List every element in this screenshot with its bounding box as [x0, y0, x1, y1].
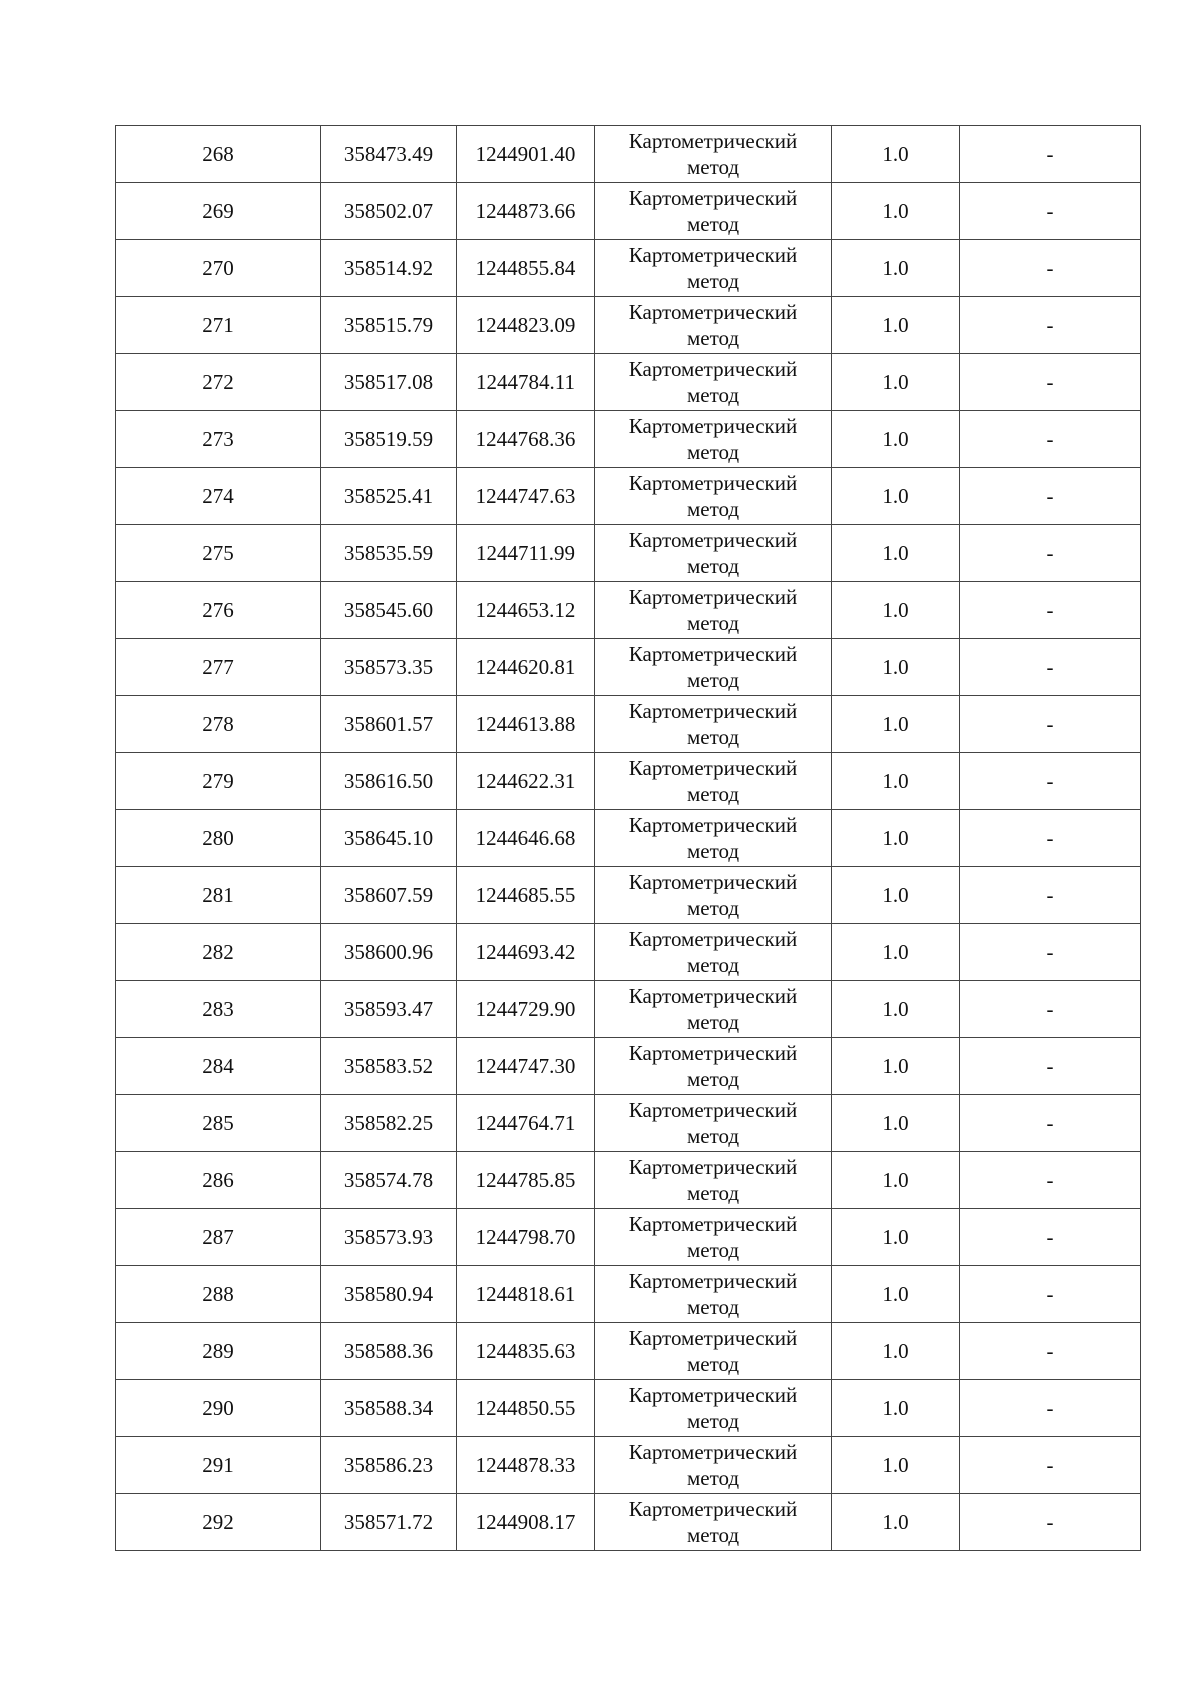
method-text: Картометрический: [628, 299, 798, 324]
method-text: метод: [686, 212, 740, 236]
method-cell: [595, 1209, 832, 1266]
table-row: [116, 525, 1141, 582]
table-row: [116, 810, 1141, 867]
x-coordinate-cell: 358571.72: [321, 1494, 457, 1551]
x-coordinate-cell: 358519.59: [321, 411, 457, 468]
table-row: [116, 1380, 1141, 1437]
precision-cell: 1.0: [832, 810, 960, 867]
method-text: метод: [686, 269, 740, 293]
method-cell: [595, 753, 832, 810]
method-text: метод: [686, 440, 740, 464]
y-coordinate-cell: 1244622.31: [457, 753, 595, 810]
x-coordinate-cell: 358601.57: [321, 696, 457, 753]
method-text: метод: [686, 725, 740, 749]
method-text: метод: [686, 1466, 740, 1490]
method-text: метод: [686, 668, 740, 692]
point-number-cell: 279: [116, 753, 321, 810]
precision-cell: 1.0: [832, 126, 960, 183]
x-coordinate-cell: 358588.36: [321, 1323, 457, 1380]
note-cell: -: [960, 1494, 1141, 1551]
method-text: метод: [686, 554, 740, 578]
note-cell: -: [960, 1323, 1141, 1380]
point-number-cell: 285: [116, 1095, 321, 1152]
y-coordinate-cell: 1244646.68: [457, 810, 595, 867]
method-text: метод: [686, 1067, 740, 1091]
precision-cell: 1.0: [832, 183, 960, 240]
method-text: Картометрический: [628, 413, 798, 438]
y-coordinate-cell: 1244785.85: [457, 1152, 595, 1209]
method-text: метод: [686, 611, 740, 635]
x-coordinate-cell: 358645.10: [321, 810, 457, 867]
method-cell: [595, 525, 832, 582]
table-row: [116, 1038, 1141, 1095]
precision-cell: 1.0: [832, 297, 960, 354]
x-coordinate-cell: 358525.41: [321, 468, 457, 525]
point-number-cell: 270: [116, 240, 321, 297]
method-text: метод: [686, 1409, 740, 1433]
table-row: [116, 468, 1141, 525]
y-coordinate-cell: 1244747.63: [457, 468, 595, 525]
method-text: Картометрический: [628, 1325, 798, 1350]
precision-cell: 1.0: [832, 468, 960, 525]
precision-cell: 1.0: [832, 525, 960, 582]
table-row: [116, 1209, 1141, 1266]
method-cell: [595, 468, 832, 525]
note-cell: -: [960, 1152, 1141, 1209]
method-text: метод: [686, 1010, 740, 1034]
note-cell: -: [960, 126, 1141, 183]
method-cell: [595, 639, 832, 696]
point-number-cell: 275: [116, 525, 321, 582]
y-coordinate-cell: 1244685.55: [457, 867, 595, 924]
note-cell: -: [960, 981, 1141, 1038]
table-row: [116, 297, 1141, 354]
table-row: [116, 126, 1141, 183]
note-cell: -: [960, 1209, 1141, 1266]
note-cell: -: [960, 297, 1141, 354]
x-coordinate-cell: 358580.94: [321, 1266, 457, 1323]
method-cell: [595, 582, 832, 639]
precision-cell: 1.0: [832, 753, 960, 810]
point-number-cell: 268: [116, 126, 321, 183]
note-cell: -: [960, 810, 1141, 867]
y-coordinate-cell: 1244798.70: [457, 1209, 595, 1266]
precision-cell: 1.0: [832, 240, 960, 297]
method-text: метод: [686, 782, 740, 806]
point-number-cell: 291: [116, 1437, 321, 1494]
method-text: Картометрический: [628, 869, 798, 894]
method-cell: [595, 981, 832, 1038]
y-coordinate-cell: 1244729.90: [457, 981, 595, 1038]
method-cell: [595, 1323, 832, 1380]
y-coordinate-cell: 1244768.36: [457, 411, 595, 468]
precision-cell: 1.0: [832, 867, 960, 924]
method-cell: [595, 183, 832, 240]
y-coordinate-cell: 1244620.81: [457, 639, 595, 696]
method-text: метод: [686, 953, 740, 977]
method-text: Картометрический: [628, 926, 798, 951]
y-coordinate-cell: 1244711.99: [457, 525, 595, 582]
note-cell: -: [960, 525, 1141, 582]
method-text: Картометрический: [628, 755, 798, 780]
point-number-cell: 283: [116, 981, 321, 1038]
table-row: [116, 1266, 1141, 1323]
table-row: [116, 1323, 1141, 1380]
method-cell: [595, 297, 832, 354]
precision-cell: 1.0: [832, 1494, 960, 1551]
point-number-cell: 271: [116, 297, 321, 354]
method-cell: [595, 1152, 832, 1209]
method-cell: [595, 924, 832, 981]
precision-cell: 1.0: [832, 1266, 960, 1323]
precision-cell: 1.0: [832, 1152, 960, 1209]
x-coordinate-cell: 358502.07: [321, 183, 457, 240]
method-cell: [595, 1266, 832, 1323]
table-row: [116, 1152, 1141, 1209]
note-cell: -: [960, 1038, 1141, 1095]
point-number-cell: 292: [116, 1494, 321, 1551]
y-coordinate-cell: 1244835.63: [457, 1323, 595, 1380]
point-number-cell: 282: [116, 924, 321, 981]
table-row: [116, 639, 1141, 696]
method-text: метод: [686, 1124, 740, 1148]
y-coordinate-cell: 1244747.30: [457, 1038, 595, 1095]
note-cell: -: [960, 354, 1141, 411]
x-coordinate-cell: 358588.34: [321, 1380, 457, 1437]
point-number-cell: 277: [116, 639, 321, 696]
table-row: [116, 867, 1141, 924]
note-cell: -: [960, 639, 1141, 696]
x-coordinate-cell: 358616.50: [321, 753, 457, 810]
precision-cell: 1.0: [832, 924, 960, 981]
table-row: [116, 1494, 1141, 1551]
method-cell: [595, 126, 832, 183]
point-number-cell: 290: [116, 1380, 321, 1437]
point-number-cell: 278: [116, 696, 321, 753]
y-coordinate-cell: 1244850.55: [457, 1380, 595, 1437]
y-coordinate-cell: 1244908.17: [457, 1494, 595, 1551]
precision-cell: 1.0: [832, 411, 960, 468]
point-number-cell: 286: [116, 1152, 321, 1209]
x-coordinate-cell: 358515.79: [321, 297, 457, 354]
point-number-cell: 273: [116, 411, 321, 468]
y-coordinate-cell: 1244818.61: [457, 1266, 595, 1323]
method-text: метод: [686, 1181, 740, 1205]
x-coordinate-cell: 358600.96: [321, 924, 457, 981]
y-coordinate-cell: 1244613.88: [457, 696, 595, 753]
table-row: [116, 1437, 1141, 1494]
note-cell: -: [960, 468, 1141, 525]
method-cell: [595, 1437, 832, 1494]
precision-cell: 1.0: [832, 1437, 960, 1494]
note-cell: -: [960, 1266, 1141, 1323]
x-coordinate-cell: 358586.23: [321, 1437, 457, 1494]
method-text: Картометрический: [628, 1382, 798, 1407]
method-text: Картометрический: [628, 812, 798, 837]
x-coordinate-cell: 358473.49: [321, 126, 457, 183]
note-cell: -: [960, 753, 1141, 810]
method-text: Картометрический: [628, 527, 798, 552]
method-text: метод: [686, 896, 740, 920]
precision-cell: 1.0: [832, 582, 960, 639]
x-coordinate-cell: 358573.35: [321, 639, 457, 696]
note-cell: -: [960, 240, 1141, 297]
method-text: Картометрический: [628, 470, 798, 495]
method-text: Картометрический: [628, 698, 798, 723]
point-number-cell: 289: [116, 1323, 321, 1380]
point-number-cell: 287: [116, 1209, 321, 1266]
note-cell: -: [960, 582, 1141, 639]
precision-cell: 1.0: [832, 639, 960, 696]
method-text: Картометрический: [628, 584, 798, 609]
method-cell: [595, 1494, 832, 1551]
table-row: [116, 240, 1141, 297]
precision-cell: 1.0: [832, 981, 960, 1038]
y-coordinate-cell: 1244878.33: [457, 1437, 595, 1494]
x-coordinate-cell: 358593.47: [321, 981, 457, 1038]
y-coordinate-cell: 1244764.71: [457, 1095, 595, 1152]
x-coordinate-cell: 358517.08: [321, 354, 457, 411]
note-cell: -: [960, 1380, 1141, 1437]
x-coordinate-cell: 358573.93: [321, 1209, 457, 1266]
coordinates-table: [115, 125, 1141, 1551]
precision-cell: 1.0: [832, 1323, 960, 1380]
method-text: метод: [686, 1238, 740, 1262]
method-text: Картометрический: [628, 185, 798, 210]
method-text: метод: [686, 155, 740, 179]
method-text: метод: [686, 1352, 740, 1376]
method-text: Картометрический: [628, 1097, 798, 1122]
point-number-cell: 288: [116, 1266, 321, 1323]
table-row: [116, 924, 1141, 981]
method-text: Картометрический: [628, 1496, 798, 1521]
point-number-cell: 269: [116, 183, 321, 240]
method-cell: [595, 1095, 832, 1152]
method-text: метод: [686, 1523, 740, 1547]
table-row: [116, 753, 1141, 810]
precision-cell: 1.0: [832, 354, 960, 411]
method-cell: [595, 696, 832, 753]
method-text: Картометрический: [628, 1211, 798, 1236]
method-text: Картометрический: [628, 1439, 798, 1464]
method-text: Картометрический: [628, 242, 798, 267]
table-row: [116, 981, 1141, 1038]
point-number-cell: 276: [116, 582, 321, 639]
method-text: Картометрический: [628, 1154, 798, 1179]
x-coordinate-cell: 358535.59: [321, 525, 457, 582]
table-row: [116, 183, 1141, 240]
point-number-cell: 284: [116, 1038, 321, 1095]
table-row: [116, 1095, 1141, 1152]
note-cell: -: [960, 924, 1141, 981]
method-text: Картометрический: [628, 641, 798, 666]
y-coordinate-cell: 1244784.11: [457, 354, 595, 411]
coordinates-table-body: [116, 126, 1141, 1551]
x-coordinate-cell: 358583.52: [321, 1038, 457, 1095]
method-text: метод: [686, 1295, 740, 1319]
method-text: Картометрический: [628, 1268, 798, 1293]
method-cell: [595, 240, 832, 297]
note-cell: -: [960, 1437, 1141, 1494]
method-text: Картометрический: [628, 128, 798, 153]
point-number-cell: 274: [116, 468, 321, 525]
x-coordinate-cell: 358574.78: [321, 1152, 457, 1209]
note-cell: -: [960, 183, 1141, 240]
method-text: метод: [686, 497, 740, 521]
note-cell: -: [960, 696, 1141, 753]
precision-cell: 1.0: [832, 1038, 960, 1095]
method-text: Картометрический: [628, 356, 798, 381]
precision-cell: 1.0: [832, 1380, 960, 1437]
method-cell: [595, 810, 832, 867]
precision-cell: 1.0: [832, 696, 960, 753]
y-coordinate-cell: 1244873.66: [457, 183, 595, 240]
note-cell: -: [960, 1095, 1141, 1152]
x-coordinate-cell: 358545.60: [321, 582, 457, 639]
table-row: [116, 582, 1141, 639]
note-cell: -: [960, 867, 1141, 924]
y-coordinate-cell: 1244653.12: [457, 582, 595, 639]
x-coordinate-cell: 358514.92: [321, 240, 457, 297]
method-text: метод: [686, 326, 740, 350]
x-coordinate-cell: 358607.59: [321, 867, 457, 924]
table-row: [116, 354, 1141, 411]
method-cell: [595, 1038, 832, 1095]
method-cell: [595, 411, 832, 468]
y-coordinate-cell: 1244693.42: [457, 924, 595, 981]
point-number-cell: 280: [116, 810, 321, 867]
point-number-cell: 281: [116, 867, 321, 924]
table-row: [116, 696, 1141, 753]
method-text: Картометрический: [628, 983, 798, 1008]
method-text: метод: [686, 839, 740, 863]
table-row: [116, 411, 1141, 468]
method-text: Картометрический: [628, 1040, 798, 1065]
note-cell: -: [960, 411, 1141, 468]
method-text: метод: [686, 383, 740, 407]
method-cell: [595, 867, 832, 924]
method-cell: [595, 354, 832, 411]
precision-cell: 1.0: [832, 1095, 960, 1152]
y-coordinate-cell: 1244823.09: [457, 297, 595, 354]
method-cell: [595, 1380, 832, 1437]
point-number-cell: 272: [116, 354, 321, 411]
y-coordinate-cell: 1244855.84: [457, 240, 595, 297]
x-coordinate-cell: 358582.25: [321, 1095, 457, 1152]
y-coordinate-cell: 1244901.40: [457, 126, 595, 183]
precision-cell: 1.0: [832, 1209, 960, 1266]
